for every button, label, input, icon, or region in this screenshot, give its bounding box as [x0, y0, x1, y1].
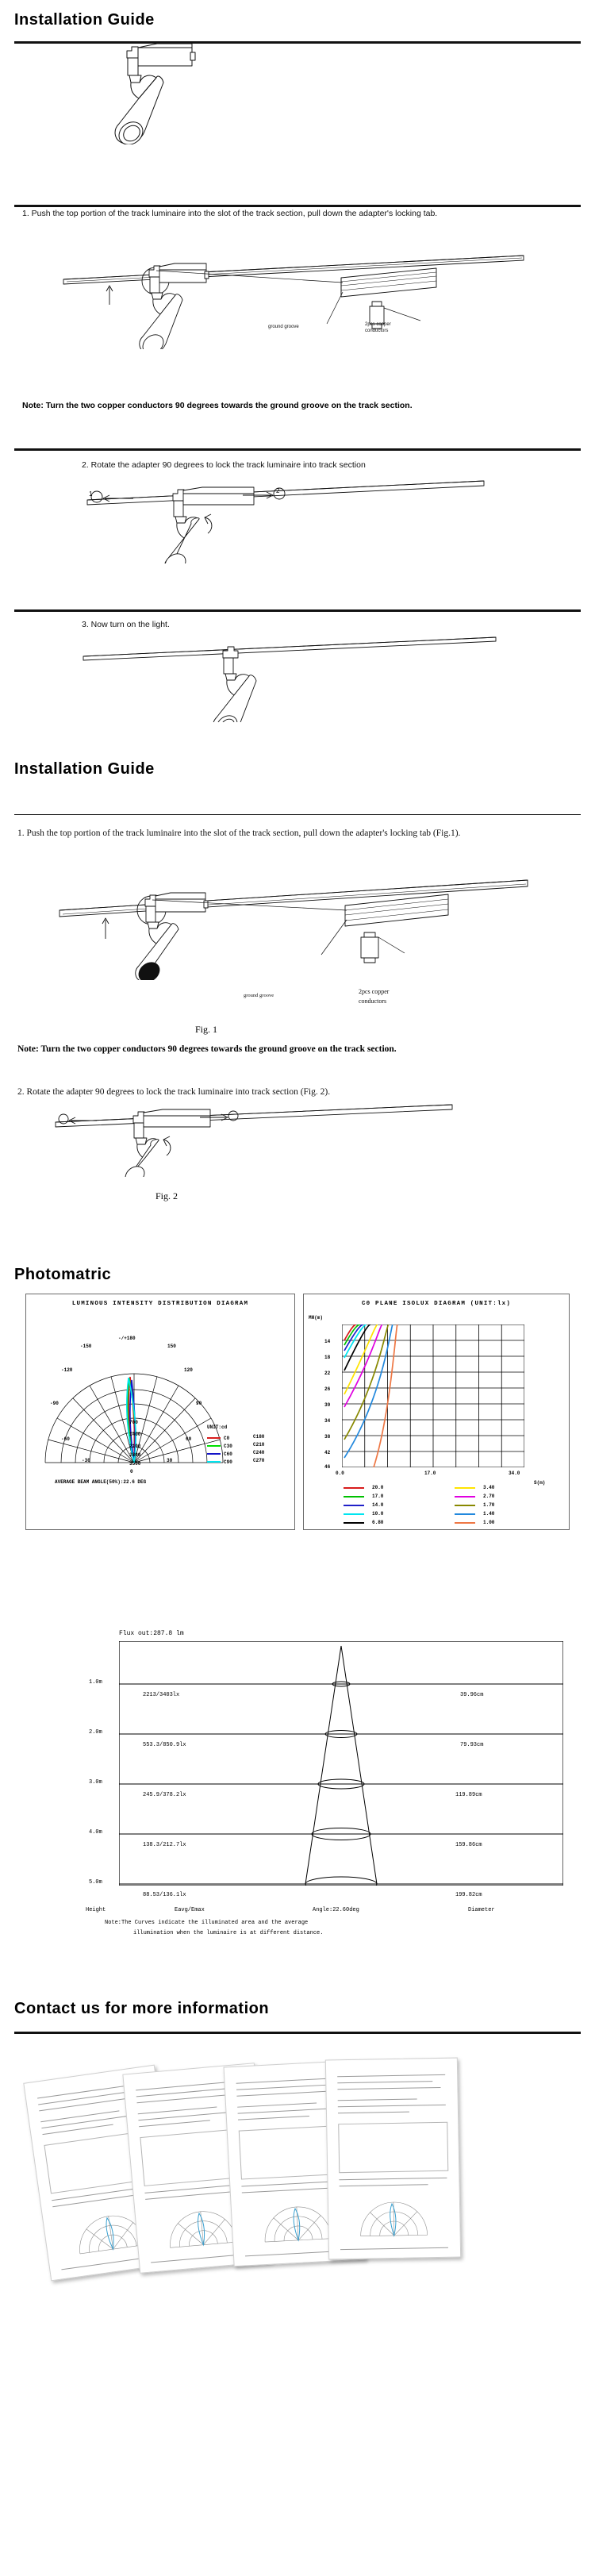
step-2-text: 2. Rotate the adapter 90 degrees to lock the track luminaire into track section: [82, 460, 366, 470]
beam-height-3: 3.0m: [89, 1779, 102, 1786]
track-mounted-illustration: [75, 635, 520, 722]
page-title-installation-guide-2: Installation Guide: [14, 760, 155, 778]
legend-swatch-icon: [344, 1496, 364, 1498]
legend-swatch-icon: [455, 1522, 475, 1524]
isolux-chart: [303, 1294, 570, 1530]
isolux-xtick-34: 34.0: [509, 1471, 520, 1476]
isolux-legend-item: [455, 1509, 494, 1518]
legend-label: 14.0: [372, 1502, 384, 1508]
legend-swatch-icon: [455, 1505, 475, 1506]
isolux-legend-item: [344, 1483, 383, 1492]
flux-out-label: Flux out:287.8 lm: [119, 1630, 184, 1637]
beam-height-4: 4.0m: [89, 1829, 102, 1836]
divider-4: [14, 609, 581, 612]
isolux-legend-item: [344, 1492, 383, 1501]
isolux-legend-col2: [455, 1483, 494, 1527]
isolux-legend-item: [455, 1483, 494, 1492]
isolux-legend-item: [455, 1492, 494, 1501]
polar-tick-m60: -60: [61, 1436, 70, 1442]
isolux-ytick-30: 30: [324, 1402, 331, 1408]
track-install-diagram-1: [48, 238, 555, 349]
figure-label-2: Fig. 2: [155, 1190, 178, 1201]
isolux-legend-item: [344, 1501, 383, 1509]
beam-diam-5: 199.82cm: [455, 1892, 482, 1898]
rotate-marker-2: 2: [276, 487, 280, 494]
polar-legend-item: [207, 1450, 232, 1458]
isolux-legend-item: [455, 1518, 494, 1527]
legend-swatch-icon: [207, 1445, 221, 1447]
legend-swatch-icon: [455, 1513, 475, 1515]
legend-label: 2.70: [483, 1494, 495, 1499]
photometric-note-line2: illumination when the luminaire is at different distance.: [133, 1930, 324, 1936]
figure-label-1: Fig. 1: [194, 1024, 217, 1035]
track-luminaire-illustration-1: [95, 41, 333, 144]
callout-copper-2-line2: conductors: [359, 998, 387, 1005]
legend-label: 1.00: [483, 1520, 495, 1525]
legend-swatch-icon: [344, 1522, 364, 1524]
isolux-ytick-42: 42: [324, 1450, 331, 1455]
legend-label: 10.0: [372, 1511, 384, 1517]
polar-tick-90: 90: [196, 1401, 202, 1406]
polar-legend-item: [207, 1442, 232, 1450]
legend-swatch-icon: [207, 1461, 221, 1463]
legend-label: C0: [224, 1435, 230, 1441]
isolux-ytick-34: 34: [324, 1418, 331, 1424]
beam-footer-height: Height: [86, 1907, 106, 1913]
polar-unit-label: UNIT:cd: [207, 1424, 228, 1430]
beam-footer-diameter: Diameter: [468, 1907, 495, 1913]
callout-copper-1-line2: conductors: [365, 329, 389, 333]
legend-swatch-icon: [455, 1496, 475, 1498]
beam-footer-eavg: Eavg/Emax: [175, 1907, 205, 1913]
isolux-ytick-26: 26: [324, 1386, 331, 1392]
beam-diam-3: 119.89cm: [455, 1792, 482, 1798]
beam-eavg-1: 2213/3403lx: [143, 1692, 180, 1698]
beam-diam-4: 159.86cm: [455, 1842, 482, 1848]
isolux-ylabel: MH(m): [309, 1315, 324, 1321]
isolux-legend-item: [344, 1518, 383, 1527]
polar-legend: [207, 1434, 232, 1466]
legend-label: 6.80: [372, 1520, 384, 1525]
polar-radial-1400: 1400: [129, 1432, 141, 1437]
polar-tick-150: 150: [167, 1344, 176, 1349]
beam-eavg-2: 553.3/850.9lx: [143, 1742, 186, 1748]
legend-label: C60: [224, 1451, 232, 1457]
polar-legend-item: [207, 1434, 232, 1442]
legend-swatch-icon: [207, 1437, 221, 1439]
legend-label: C240: [253, 1450, 265, 1455]
legend-swatch-icon: [344, 1505, 364, 1506]
step2-1-text: 1. Push the top portion of the track luminaire into the slot of the track section, pull down the adapter's locking tab (Fig.1).: [17, 829, 461, 838]
callout-copper-2-line1: 2pcs copper: [359, 988, 390, 995]
legend-label: C90: [224, 1459, 232, 1465]
callout-ground-groove-1: ground groove: [268, 325, 299, 329]
isolux-legend-item: [455, 1501, 494, 1509]
isolux-ytick-18: 18: [324, 1355, 331, 1360]
polar-tick-m30: -30: [82, 1458, 90, 1463]
rotate-marker-1: 1: [89, 490, 93, 498]
polar-tick-60: 60: [186, 1436, 192, 1442]
polar-radial-2100: 2100: [129, 1444, 141, 1449]
polar-tick-180: -/+180: [118, 1336, 136, 1341]
step2-2-text: 2. Rotate the adapter 90 degrees to lock the track luminaire into track section (Fig. 2).: [17, 1087, 331, 1097]
beam-diam-2: 79.93cm: [460, 1742, 484, 1748]
legend-label: 3.40: [483, 1485, 495, 1490]
legend-label: 1.40: [483, 1511, 495, 1517]
legend-label: C180: [253, 1434, 265, 1440]
divider-2: [14, 205, 581, 207]
polar-tick-m120: -120: [61, 1367, 73, 1373]
isolux-ytick-38: 38: [324, 1434, 331, 1440]
step-3-text: 3. Now turn on the light.: [82, 620, 170, 629]
isolux-legend-col1: [344, 1483, 383, 1527]
beam-eavg-4: 138.3/212.7lx: [143, 1842, 186, 1848]
note-text-1: Note: Turn the two copper conductors 90 degrees towards the ground groove on the track section.: [22, 401, 413, 410]
divider-6: [14, 2032, 581, 2034]
beam-height-1: 1.0m: [89, 1679, 102, 1686]
polar-tick-m150: -150: [80, 1344, 92, 1349]
callout-copper-1-line1: 2pcs copper: [365, 322, 391, 327]
legend-label: C270: [253, 1458, 265, 1463]
legend-label: 1.70: [483, 1502, 495, 1508]
beam-cone-diagram: [119, 1641, 563, 1886]
beam-height-5: 5.0m: [89, 1879, 102, 1886]
isolux-ytick-46: 46: [324, 1464, 331, 1470]
chart-title-polar: LUMINOUS INTENSITY DISTRIBUTION DIAGRAM: [71, 1301, 249, 1307]
step-1-text: 1. Push the top portion of the track luminaire into the slot of the track section, pull down the adapter's locking tab.: [22, 209, 438, 218]
legend-swatch-icon: [344, 1487, 364, 1489]
page-title-photometric: Photomatric: [14, 1266, 112, 1283]
legend-swatch-icon: [344, 1513, 364, 1515]
chart-title-isolux: C0 PLANE ISOLUX DIAGRAM (UNIT:lx): [361, 1301, 512, 1307]
track-install-diagram-2: [44, 861, 559, 980]
beam-diam-1: 39.96cm: [460, 1692, 484, 1698]
polar-tick-0: 0: [130, 1469, 133, 1474]
legend-swatch-icon: [455, 1487, 475, 1489]
polar-legend-2: [253, 1434, 264, 1466]
polar-radial-3500: 3500: [129, 1461, 141, 1467]
polar-beam-angle-annotation: AVERAGE BEAM ANGLE(50%):22.6 DEG: [55, 1479, 147, 1485]
page-title-contact: Contact us for more information: [14, 2000, 270, 2017]
beam-footer-angle: Angle:22.60deg: [313, 1907, 359, 1913]
polar-radial-2800: 2800: [129, 1452, 141, 1458]
legend-label: C210: [253, 1442, 265, 1448]
track-rotate-diagram: [71, 476, 516, 563]
legend-label: C30: [224, 1443, 232, 1449]
isolux-xlabel: S(m): [534, 1480, 546, 1486]
divider-5: [14, 814, 581, 815]
page-title-installation-guide-1: Installation Guide: [14, 11, 155, 29]
polar-tick-30: 30: [167, 1458, 173, 1463]
polar-tick-m90: -90: [50, 1401, 59, 1406]
beam-eavg-5: 88.53/136.1lx: [143, 1892, 186, 1898]
isolux-xtick-0: 0.0: [336, 1471, 344, 1476]
beam-height-2: 2.0m: [89, 1729, 102, 1736]
divider-3: [14, 448, 581, 451]
isolux-grid: [342, 1325, 524, 1467]
track-rotate-diagram-2: [40, 1102, 484, 1177]
luminous-intensity-chart: [25, 1294, 295, 1530]
note-text-2: Note: Turn the two copper conductors 90 degrees towards the ground groove on the track section.: [17, 1044, 397, 1054]
legend-label: 17.0: [372, 1494, 384, 1499]
isolux-xtick-17: 17.0: [424, 1471, 436, 1476]
legend-label: 20.0: [372, 1485, 384, 1490]
beam-eavg-3: 245.9/378.2lx: [143, 1792, 186, 1798]
isolux-ytick-22: 22: [324, 1371, 331, 1376]
polar-legend-item: [207, 1458, 232, 1466]
isolux-legend-item: [344, 1509, 383, 1518]
polar-tick-120: 120: [184, 1367, 193, 1373]
report-card-4: [325, 2058, 461, 2260]
photometric-note-line1: Note:The Curves indicate the illuminated area and the average: [105, 1920, 309, 1926]
isolux-ytick-14: 14: [324, 1339, 331, 1344]
polar-radial-700: 700: [129, 1420, 138, 1425]
legend-swatch-icon: [207, 1453, 221, 1455]
callout-ground-groove-2: ground groove: [244, 993, 274, 998]
